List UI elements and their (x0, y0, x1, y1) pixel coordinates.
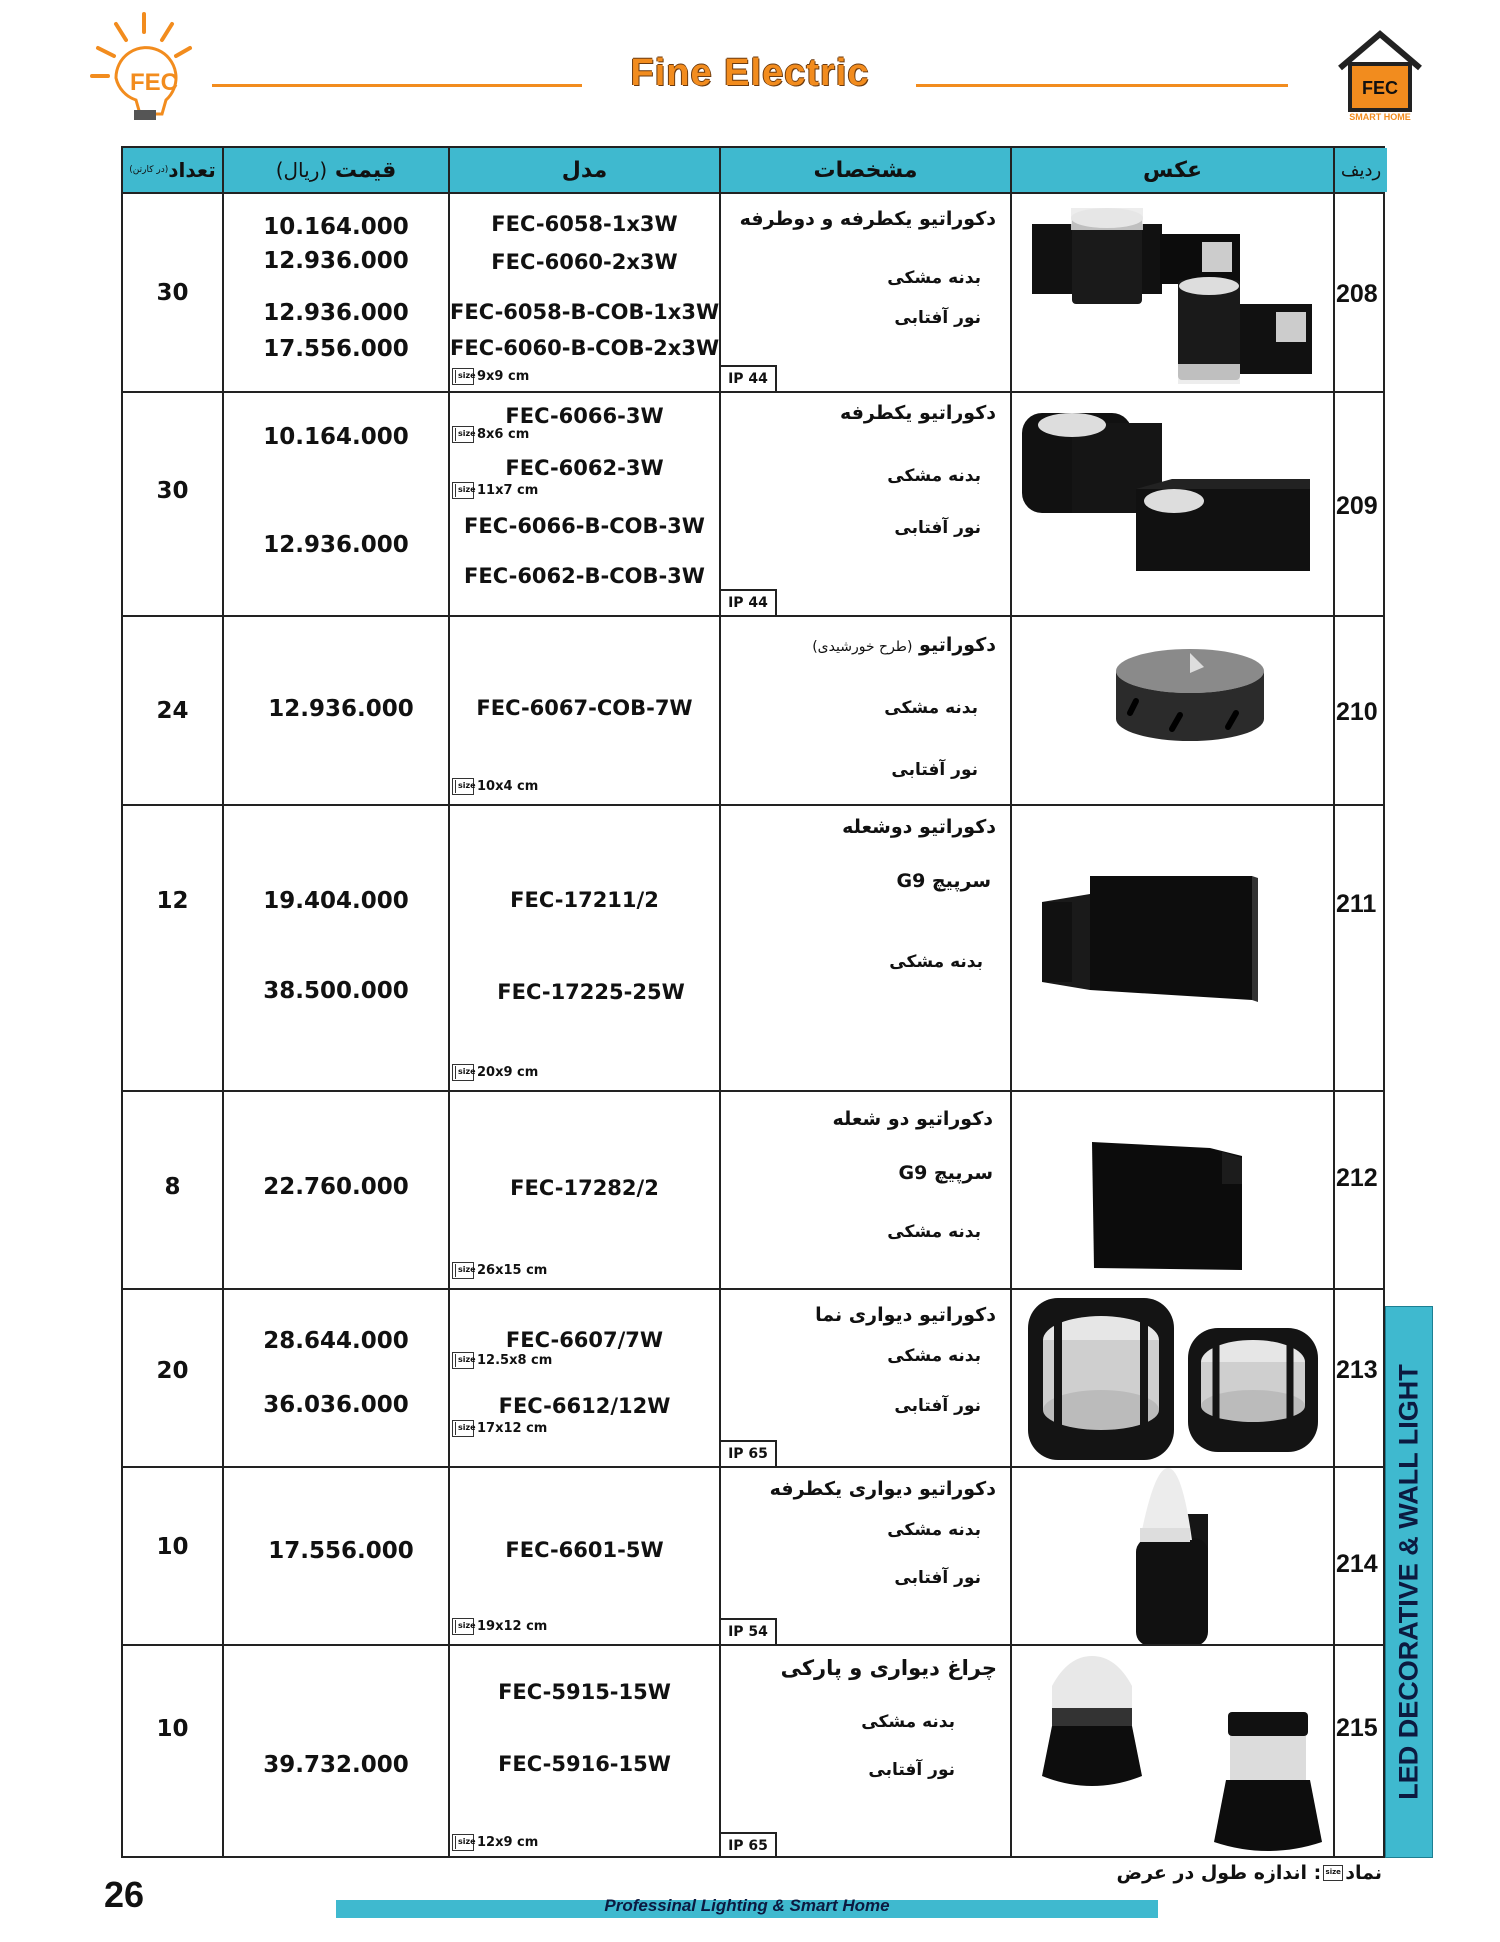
model-code: FEC-6066-B-COB-3W (464, 514, 705, 538)
fec-bulb-logo (86, 10, 202, 126)
ip-rating: IP 44 (721, 365, 777, 391)
spec-line: نور آفتابی (868, 1760, 955, 1780)
right-logo-sub: SMART HOME (1349, 112, 1411, 122)
size-icon: size (452, 1834, 474, 1851)
header-rule-right (916, 84, 1288, 87)
product-photo (1012, 1468, 1333, 1644)
size-label: size 19x12 cm (452, 1618, 547, 1635)
size-icon: size (452, 1420, 474, 1437)
row-number: 209 (1336, 492, 1378, 520)
product-photo (1012, 1646, 1333, 1858)
brand-title: Fine Electric (630, 52, 870, 94)
size-label: size 11x7 cm (452, 482, 538, 499)
row-number: 210 (1336, 698, 1378, 726)
model-code: FEC-6058-1x3W (491, 212, 678, 236)
model-code: FEC-6062-B-COB-3W (464, 564, 705, 588)
model-code: FEC-17211/2 (510, 888, 659, 912)
model-code: FEC-6060-B-COB-2x3W (450, 336, 720, 360)
product-photo (1012, 617, 1333, 804)
product-photo (1012, 1092, 1333, 1288)
price-value: 39.732.000 (263, 1752, 409, 1778)
spec-title: دکوراتیو دیواری نما (815, 1304, 996, 1326)
spec-line: بدنه مشکی (887, 1520, 981, 1540)
spec-line: بدنه مشکی (889, 952, 983, 972)
spec-line: نور آفتابی (894, 518, 981, 538)
price-value: 17.556.000 (263, 336, 409, 362)
spec-line: بدنه مشکی (887, 466, 981, 486)
size-label: size 26x15 cm (452, 1262, 547, 1279)
size-label: size 12.5x8 cm (452, 1352, 552, 1369)
row-number: 208 (1336, 280, 1378, 308)
ip-rating: IP 65 (721, 1440, 777, 1466)
price-value: 36.036.000 (263, 1392, 409, 1418)
row-number: 211 (1336, 890, 1377, 918)
price-value: 12.936.000 (263, 300, 409, 326)
ip-rating: IP 65 (721, 1832, 777, 1858)
size-label: size 10x4 cm (452, 778, 538, 795)
col-header-photo: عکس (1012, 148, 1333, 192)
spec-line: نور آفتابی (894, 1568, 981, 1588)
model-code: FEC-6607/7W (505, 1328, 664, 1352)
row-number: 214 (1336, 1550, 1378, 1578)
category-side-label: LED DECORATIVE & WALL LIGHT (1385, 1306, 1433, 1858)
col-header-price: قیمت (ریال) (224, 148, 448, 192)
row-number: 213 (1336, 1356, 1378, 1384)
col-divider (1333, 148, 1335, 1856)
size-icon: size (452, 1618, 474, 1635)
model-code: FEC-6066-3W (505, 404, 664, 428)
model-code: FEC-5916-15W (498, 1752, 671, 1776)
row-number: 212 (1336, 1164, 1378, 1192)
col-header-row-no: ردیف (1335, 148, 1387, 192)
size-label: size 20x9 cm (452, 1064, 538, 1081)
header-rule-left (212, 84, 582, 87)
size-icon: size (452, 1352, 474, 1369)
page-number: 26 (104, 1874, 145, 1915)
row-number: 215 (1336, 1714, 1378, 1742)
spec-title: دکوراتیو (طرح خورشیدی) (812, 634, 996, 656)
spec-title: دکوراتیو یکطرفه (839, 402, 996, 424)
price-value: 10.164.000 (263, 214, 409, 240)
fec-smart-home-logo (1334, 28, 1426, 124)
product-photo (1012, 393, 1333, 615)
price-value: 10.164.000 (263, 424, 409, 450)
model-code: FEC-17282/2 (510, 1176, 659, 1200)
size-icon: size (452, 1262, 474, 1279)
ip-rating: IP 44 (721, 589, 777, 615)
price-value: 12.936.000 (263, 248, 409, 274)
qty-cell: 12 (156, 888, 189, 914)
col-header-specs: مشخصات (721, 148, 1010, 192)
qty-cell: 30 (156, 280, 189, 306)
size-icon: size (452, 1064, 474, 1081)
price-value: 17.556.000 (268, 1538, 414, 1564)
col-header-qty: تعداد (در کارتن) (123, 148, 222, 192)
spec-line: نور آفتابی (891, 760, 978, 780)
spec-line: بدنه مشکی (884, 698, 978, 718)
model-code: FEC-6067-COB-7W (476, 696, 693, 720)
size-legend: نماد size : اندازه طول در عرض (1116, 1862, 1382, 1884)
spec-line: بدنه مشکی (861, 1712, 955, 1732)
size-icon: size (452, 426, 474, 443)
size-label: size 17x12 cm (452, 1420, 547, 1437)
qty-cell: 8 (164, 1174, 181, 1200)
size-icon: size (452, 482, 474, 499)
qty-cell: 24 (156, 698, 189, 724)
price-value: 12.936.000 (263, 532, 409, 558)
model-code: FEC-5915-15W (498, 1680, 671, 1704)
spec-title: دکوراتیو دوشعله (842, 816, 996, 838)
spec-line: بدنه مشکی (887, 1222, 981, 1242)
price-value: 22.760.000 (263, 1174, 409, 1200)
qty-cell: 20 (156, 1358, 189, 1384)
spec-line: نور آفتابی (894, 1396, 981, 1416)
model-code: FEC-6612/12W (498, 1394, 671, 1418)
spec-title: دکوراتیو دیواری یکطرفه (769, 1478, 996, 1500)
price-value: 28.644.000 (263, 1328, 409, 1354)
spec-line: سرپیچ G9 (898, 1162, 993, 1184)
right-logo-text: FEC (1362, 78, 1398, 98)
product-photo (1012, 1290, 1333, 1466)
ip-rating: IP 54 (721, 1618, 777, 1644)
left-logo-text: FEC (130, 69, 178, 96)
spec-title: دکوراتیو دو شعله (832, 1108, 993, 1130)
spec-title: چراغ دیواری و پارکی (780, 1656, 997, 1680)
spec-line: نور آفتابی (894, 308, 981, 328)
qty-cell: 10 (156, 1716, 189, 1742)
qty-cell: 30 (156, 478, 189, 504)
price-value: 12.936.000 (268, 696, 414, 722)
spec-line: بدنه مشکی (887, 1346, 981, 1366)
model-code: FEC-6060-2x3W (491, 250, 678, 274)
model-code: FEC-6062-3W (505, 456, 664, 480)
spec-line: سرپیچ G9 (896, 870, 991, 892)
size-icon: size (1323, 1865, 1343, 1881)
price-value: 38.500.000 (263, 978, 409, 1004)
qty-cell: 10 (156, 1534, 189, 1560)
product-photo (1012, 806, 1333, 1090)
model-code: FEC-6058-B-COB-1x3W (450, 300, 720, 324)
spec-line: بدنه مشکی (887, 268, 981, 288)
size-label: size 9x9 cm (452, 368, 529, 385)
size-label: size 8x6 cm (452, 426, 529, 443)
col-header-model: مدل (450, 148, 719, 192)
size-icon: size (452, 368, 474, 385)
spec-title: دکوراتیو یکطرفه و دوطرفه (739, 208, 996, 230)
size-label: size 12x9 cm (452, 1834, 538, 1851)
footer-tagline: Professinal Lighting & Smart Home (604, 1896, 890, 1915)
model-code: FEC-17225-25W (497, 980, 685, 1004)
product-table (121, 146, 1385, 1858)
price-value: 19.404.000 (263, 888, 409, 914)
size-icon: size (452, 778, 474, 795)
model-code: FEC-6601-5W (505, 1538, 664, 1562)
product-photo (1012, 194, 1333, 391)
